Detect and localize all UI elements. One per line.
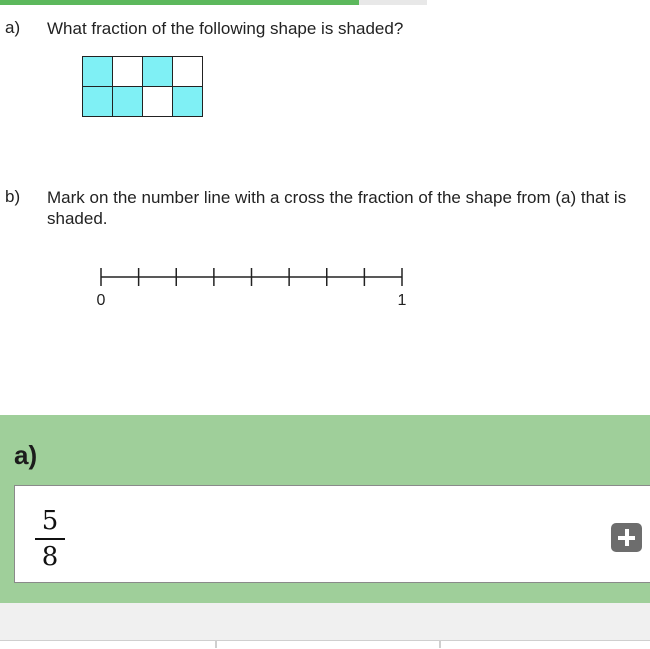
progress-bar-fill [0,0,359,5]
unshaded-cell [143,87,173,117]
number-line[interactable] [90,262,420,312]
fraction-denominator: 8 [41,541,59,572]
shaded-cell [113,87,143,117]
shaded-cell [143,57,173,87]
shaded-cell [173,87,203,117]
fraction-numerator: 5 [41,506,59,536]
unshaded-cell [113,57,143,87]
number-line-start-label: 0 [96,292,106,309]
progress-bar [0,0,427,5]
question-b-text: Mark on the number line with a cross the fraction of the shape from (a) that is shaded. [47,188,627,228]
question-b-letter: b) [5,187,21,206]
shaded-cell [83,57,113,87]
shaded-cell [83,87,113,117]
shaded-shape-grid [82,56,203,117]
answer-fraction [37,506,63,572]
footer-divider [439,640,441,648]
unshaded-cell [173,57,203,87]
plus-icon[interactable] [611,523,642,552]
answer-input-box[interactable] [14,485,650,583]
footer-divider [215,640,217,648]
footer [0,603,650,648]
shape-row [83,87,203,117]
answer-panel [0,415,650,603]
answer-label: a) [14,440,38,470]
shape-row [83,57,203,87]
question-a-text: What fraction of the following shape is shaded? [47,19,404,38]
number-line-end-label: 1 [397,292,407,309]
fraction-bar [35,538,65,540]
question-a-letter: a) [5,18,21,37]
